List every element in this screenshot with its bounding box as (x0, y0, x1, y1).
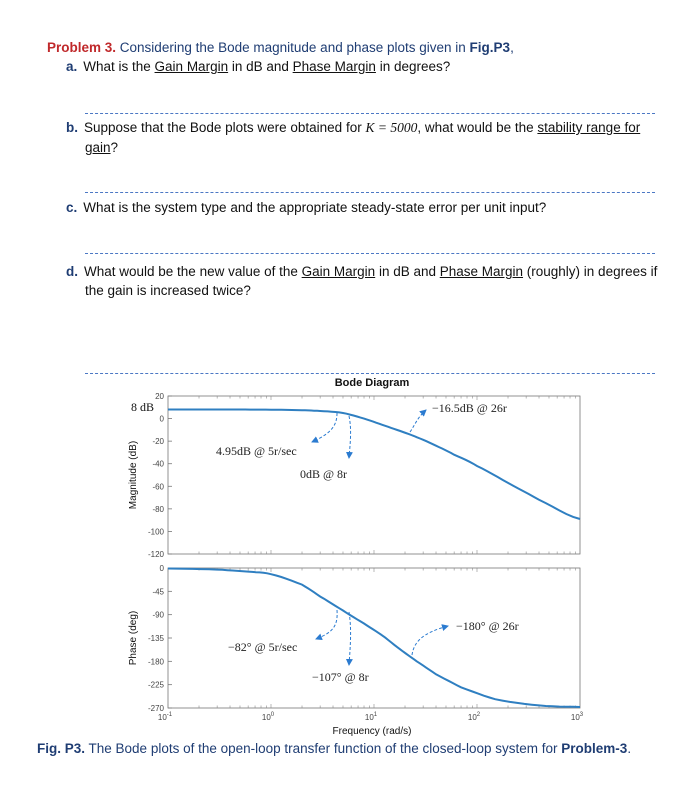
magnitude-ylabel: Magnitude (dB) (128, 440, 139, 510)
phase-ytick-label: -270 (147, 704, 164, 713)
x-tick-label: $10^1$ (364, 712, 378, 722)
phase-ytick-label: -180 (147, 657, 164, 667)
phase-ytick-label: -225 (147, 680, 164, 690)
phase-ytick-label: -135 (147, 634, 164, 643)
mag-ytick-label: 20 (155, 392, 164, 401)
x-tick-label: $10^3$ (570, 712, 584, 722)
problem-intro: Considering the Bode magnitude and phase plots given in Fig.P3, (119, 40, 514, 55)
question-a: a. What is the Gain Margin in dB and Phase Margin in degrees? (66, 59, 451, 74)
phase-ytick-label: -90 (152, 610, 164, 620)
mag-ytick-label: -40 (152, 459, 164, 469)
x-tick-label: $10^0$ (261, 712, 275, 722)
magnitude-curve (168, 410, 580, 520)
mag-left-label: 8 dB (131, 400, 155, 414)
annot-mag-b: 0dB @ 8r (300, 467, 348, 481)
figure-caption: Fig. P3. The Bode plots of the open-loop transfer function of the closed-loop system for Problem-3. (37, 741, 632, 756)
question-b: b. Suppose that the Bode plots were obtained for K = 5000, what would be the stability range for (66, 120, 641, 135)
annot-ph-a: −82° @ 5r/sec (228, 640, 298, 654)
mag-ytick-label: -120 (147, 550, 164, 559)
phase-ytick-label: -45 (152, 587, 164, 597)
x-tick-label: $10^2$ (467, 712, 481, 722)
arrow-mag-b (349, 416, 351, 458)
mag-ytick-label: -20 (152, 437, 164, 447)
problem-title: Problem 3. (47, 40, 117, 55)
arrow-ph-c (412, 626, 448, 655)
chart-title: Bode Diagram (334, 377, 410, 389)
caption-fig: Fig. P3. (37, 741, 86, 756)
question-d-line2: the gain is increased twice? (85, 283, 251, 298)
x-tick-label: $10^{-1}$ (157, 712, 173, 722)
arrow-ph-b (349, 612, 351, 665)
phase-ytick-label: 0 (159, 564, 164, 573)
arrow-ph-a (316, 610, 337, 639)
annot-ph-c: −180° @ 26r (456, 619, 519, 633)
phase-curve (168, 569, 580, 708)
question-c: c. What is the system type and the appropriate steady-state error per unit input? (66, 200, 547, 215)
annot-ph-b: −107° @ 8r (312, 670, 369, 684)
chart-xlabel: Frequency (rad/s) (332, 726, 412, 737)
mag-ytick-label: -80 (152, 504, 164, 514)
annot-mag-c: −16.5dB @ 26r (432, 401, 507, 415)
caption-bold: Problem-3 (561, 741, 628, 756)
math-k: K = 5000 (365, 120, 418, 135)
arrow-mag-c (410, 410, 426, 432)
mag-ytick-label: -100 (147, 527, 164, 537)
mag-ytick-label: -60 (152, 482, 164, 492)
caption-text: The Bode plots of the open-loop transfer function of the closed-loop system for (85, 741, 562, 756)
phase-ylabel: Phase (deg) (128, 610, 139, 666)
annot-mag-a: 4.95dB @ 5r/sec (216, 444, 297, 458)
phase-axes (168, 568, 580, 708)
magnitude-axes (168, 396, 580, 554)
arrow-mag-a (312, 413, 337, 442)
question-d: d. What would be the new value of the Gain Margin in dB and Phase Margin (roughly) in degrees if (66, 264, 658, 279)
mag-ytick-label: 0 (159, 414, 164, 424)
question-b-line2: gain? (85, 140, 119, 155)
